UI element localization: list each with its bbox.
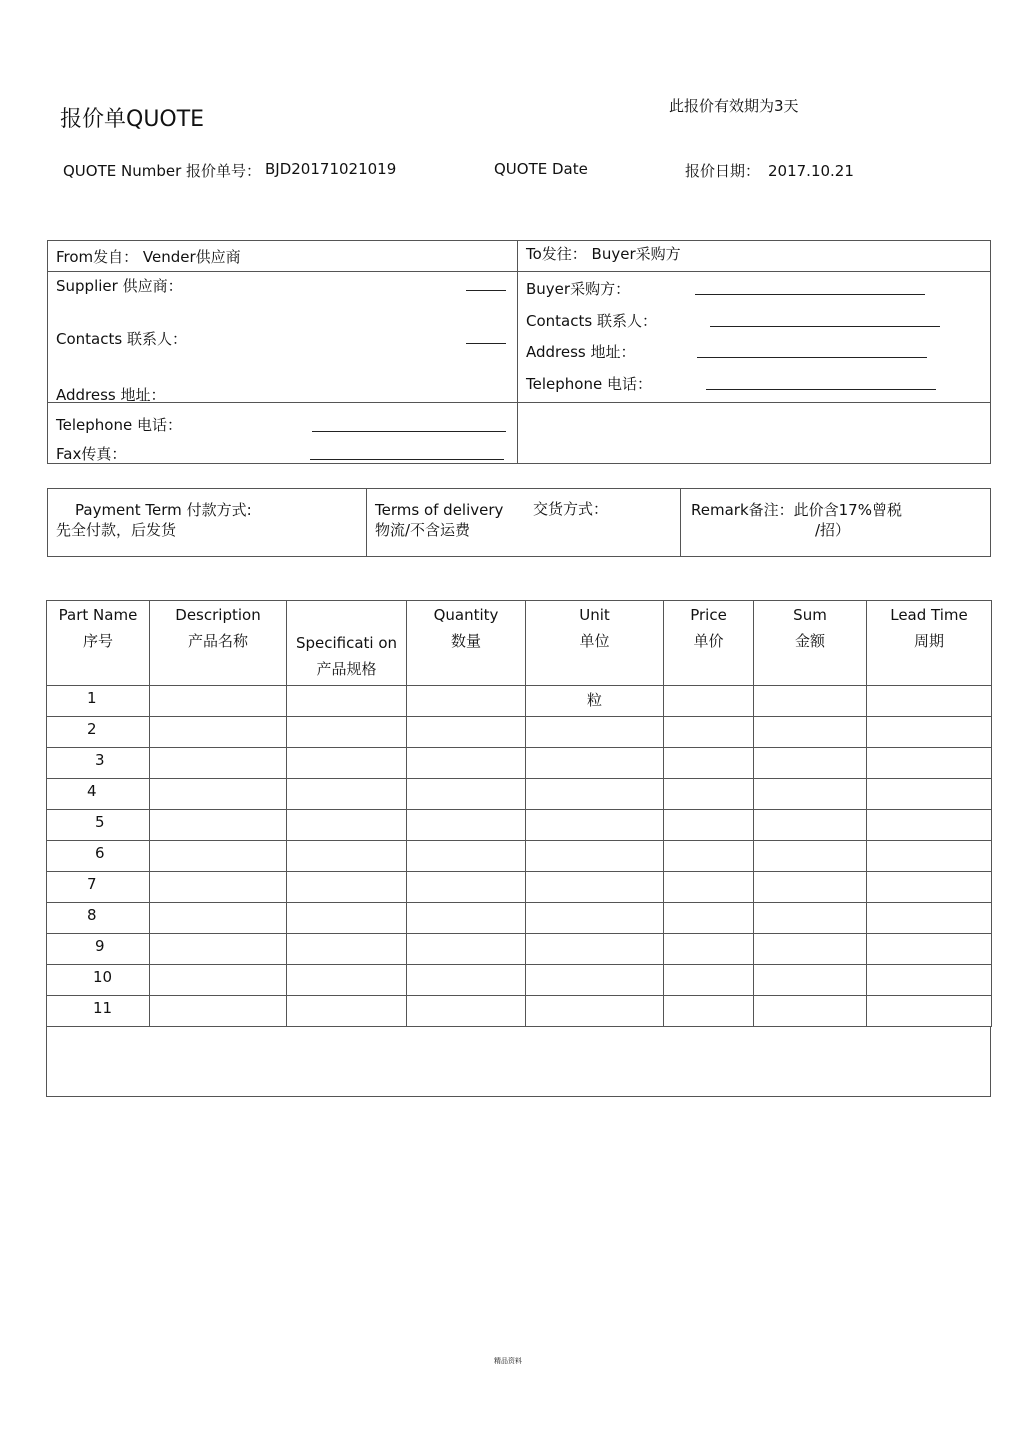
row-number: 7 [87, 875, 97, 893]
address-left-label: Address 地址： [56, 386, 166, 404]
row-number-cell[interactable] [47, 872, 150, 903]
table-cell[interactable] [867, 810, 992, 841]
telephone-right-field[interactable] [706, 389, 936, 390]
page-title: 报价单QUOTE [60, 107, 205, 132]
table-row [47, 965, 992, 996]
table-cell[interactable] [867, 841, 992, 872]
row-number-cell[interactable] [47, 779, 150, 810]
table-cell[interactable] [287, 996, 407, 1027]
table-cell[interactable] [287, 872, 407, 903]
table-cell[interactable] [407, 717, 526, 748]
table-cell[interactable] [867, 934, 992, 965]
table-cell[interactable] [407, 748, 526, 779]
delivery-value: 物流/不含运费 [375, 521, 471, 539]
table-cell[interactable] [150, 686, 287, 717]
table-cell[interactable] [150, 872, 287, 903]
table-cell[interactable] [287, 748, 407, 779]
table-cell[interactable] [754, 686, 867, 717]
unit-cell[interactable] [526, 717, 664, 748]
table-cell[interactable] [664, 686, 754, 717]
table-cell[interactable] [287, 810, 407, 841]
table-cell[interactable] [287, 686, 407, 717]
table-row [47, 903, 992, 934]
table-cell[interactable] [287, 717, 407, 748]
table-cell[interactable] [287, 965, 407, 996]
table-cell[interactable] [664, 717, 754, 748]
table-cell[interactable] [287, 841, 407, 872]
quote-date-cn-label: 报价日期： [685, 162, 761, 180]
table-cell[interactable] [664, 841, 754, 872]
table-cell[interactable] [754, 748, 867, 779]
unit-cell[interactable] [526, 748, 664, 779]
table-cell[interactable] [754, 872, 867, 903]
table-cell[interactable] [664, 872, 754, 903]
row-number: 8 [87, 906, 97, 924]
parties-box [47, 240, 991, 464]
notes-area[interactable] [46, 1027, 991, 1097]
row-number-cell[interactable] [47, 748, 150, 779]
buyer-field[interactable] [695, 294, 925, 295]
fax-field[interactable] [310, 459, 504, 460]
table-row [47, 934, 992, 965]
contacts-left-field[interactable] [466, 343, 506, 344]
table-cell[interactable] [664, 903, 754, 934]
quote-date: 2017.10.21 [768, 162, 854, 180]
row-number: 9 [95, 937, 105, 955]
col-unit: Unit 单位 [526, 601, 664, 686]
col-quantity: Quantity 数量 [407, 601, 526, 686]
table-cell[interactable] [867, 748, 992, 779]
table-row [47, 686, 992, 717]
row-number-cell[interactable] [47, 965, 150, 996]
table-cell[interactable] [150, 965, 287, 996]
table-row [47, 872, 992, 903]
table-cell[interactable] [754, 810, 867, 841]
table-cell[interactable] [150, 748, 287, 779]
table-row [47, 810, 992, 841]
unit-cell[interactable] [526, 903, 664, 934]
table-cell[interactable] [867, 717, 992, 748]
table-cell[interactable] [867, 872, 992, 903]
table-cell[interactable] [150, 996, 287, 1027]
table-cell[interactable] [287, 934, 407, 965]
telephone-right-label: Telephone 电话： [526, 375, 652, 393]
unit-cell[interactable] [526, 841, 664, 872]
unit-cell[interactable] [526, 779, 664, 810]
row-number-cell[interactable] [47, 841, 150, 872]
table-cell[interactable] [754, 717, 867, 748]
unit-value: 粒 [586, 691, 602, 709]
payment-term-label: Payment Term 付款方式: [75, 501, 252, 519]
table-cell[interactable] [407, 996, 526, 1027]
table-row [47, 996, 992, 1027]
table-cell[interactable] [664, 779, 754, 810]
row-number: 11 [93, 999, 113, 1017]
buyer-label: Buyer采购方： [526, 280, 631, 298]
remark-line1: Remark备注：此价含17%曾税 [691, 501, 902, 519]
delivery-label: Terms of delivery [375, 501, 504, 519]
unit-cell[interactable] [526, 965, 664, 996]
table-row [47, 717, 992, 748]
contacts-right-field[interactable] [710, 326, 940, 327]
table-cell[interactable] [867, 996, 992, 1027]
col-lead-time: Lead Time 周期 [867, 601, 992, 686]
table-cell[interactable] [754, 779, 867, 810]
quote-number-label: QUOTE Number 报价单号： [63, 162, 262, 180]
payment-term-value: 先全付款，后发货 [56, 521, 177, 539]
row-number: 1 [87, 689, 97, 707]
row-number-cell[interactable] [47, 934, 150, 965]
table-cell[interactable] [287, 779, 407, 810]
table-cell[interactable] [754, 965, 867, 996]
footer-note: 精品资料 [494, 1357, 522, 1365]
remark-line2: /招） [815, 521, 851, 539]
table-cell[interactable] [867, 686, 992, 717]
table-cell[interactable] [287, 903, 407, 934]
table-row [47, 779, 992, 810]
table-cell[interactable] [407, 934, 526, 965]
row-number: 2 [87, 720, 97, 738]
col-specification: Specificati on 产品规格 [287, 601, 407, 686]
table-cell[interactable] [664, 965, 754, 996]
contacts-right-label: Contacts 联系人： [526, 312, 657, 330]
table-cell[interactable] [754, 934, 867, 965]
row-number-cell[interactable] [47, 996, 150, 1027]
unit-cell[interactable] [526, 810, 664, 841]
quote-date-label: QUOTE Date [494, 160, 588, 178]
col-sum: Sum 金额 [754, 601, 867, 686]
address-right-field[interactable] [697, 357, 927, 358]
table-cell[interactable] [150, 841, 287, 872]
telephone-left-label: Telephone 电话： [56, 416, 182, 434]
unit-cell[interactable] [526, 686, 664, 717]
table-cell[interactable] [664, 996, 754, 1027]
table-cell[interactable] [664, 934, 754, 965]
table-cell[interactable] [150, 717, 287, 748]
quote-number: BJD20171021019 [265, 160, 397, 178]
col-price: Price 单价 [664, 601, 754, 686]
row-number: 10 [93, 968, 113, 986]
table-cell[interactable] [150, 934, 287, 965]
supplier-label: Supplier 供应商： [56, 277, 183, 295]
table-cell[interactable] [754, 903, 867, 934]
row-number-cell[interactable] [47, 717, 150, 748]
unit-cell[interactable] [526, 996, 664, 1027]
from-label: From发自： Vender供应商 [56, 248, 241, 266]
address-right-label: Address 地址： [526, 343, 636, 361]
table-row [47, 841, 992, 872]
telephone-left-field[interactable] [312, 431, 506, 432]
fax-label: Fax传真： [56, 445, 127, 463]
row-number: 3 [95, 751, 105, 769]
to-label: To发往： Buyer采购方 [526, 245, 681, 263]
row-number: 6 [95, 844, 105, 862]
table-cell[interactable] [867, 903, 992, 934]
row-number-cell[interactable] [47, 686, 150, 717]
table-cell[interactable] [150, 903, 287, 934]
table-cell[interactable] [407, 965, 526, 996]
table-cell[interactable] [407, 810, 526, 841]
table-cell[interactable] [407, 779, 526, 810]
table-cell[interactable] [867, 779, 992, 810]
table-cell[interactable] [754, 841, 867, 872]
table-cell[interactable] [150, 779, 287, 810]
table-row [47, 748, 992, 779]
table-cell[interactable] [407, 686, 526, 717]
unit-cell[interactable] [526, 934, 664, 965]
table-cell[interactable] [867, 965, 992, 996]
table-cell[interactable] [407, 903, 526, 934]
delivery-cn-label: 交货方式： [533, 500, 609, 518]
supplier-field[interactable] [466, 290, 506, 291]
col-description: Description 产品名称 [150, 601, 287, 686]
table-cell[interactable] [407, 872, 526, 903]
table-cell[interactable] [754, 996, 867, 1027]
table-cell[interactable] [664, 748, 754, 779]
table-header-row [47, 601, 992, 686]
contacts-left-label: Contacts 联系人： [56, 330, 187, 348]
row-number: 5 [95, 813, 105, 831]
table-cell[interactable] [664, 810, 754, 841]
items-table [46, 600, 992, 1027]
validity-note: 此报价有效期为3天 [669, 97, 799, 115]
row-number-cell[interactable] [47, 903, 150, 934]
row-number-cell[interactable] [47, 810, 150, 841]
table-cell[interactable] [150, 810, 287, 841]
table-cell[interactable] [407, 841, 526, 872]
unit-cell[interactable] [526, 872, 664, 903]
row-number: 4 [87, 782, 97, 800]
col-part-name: Part Name 序号 [47, 601, 150, 686]
